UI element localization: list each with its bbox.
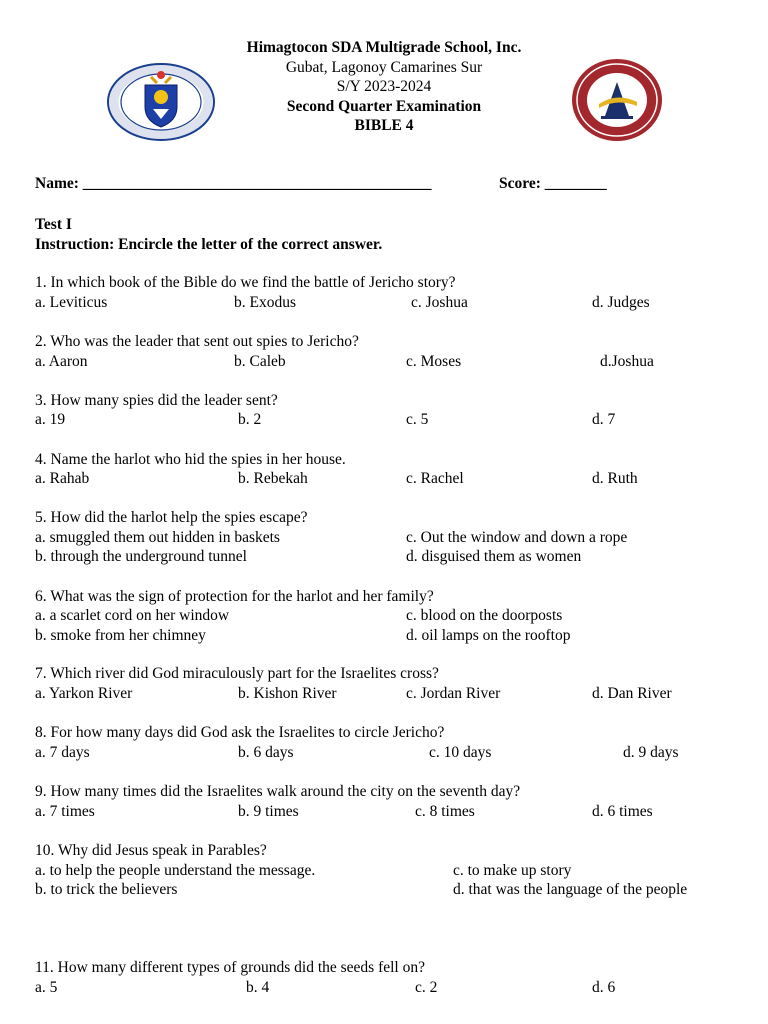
- option-10a[interactable]: a. to help the people understand the message.: [35, 862, 316, 879]
- option-3d[interactable]: d. 7: [592, 411, 616, 428]
- option-1d[interactable]: d. Judges: [592, 294, 650, 311]
- subject-title: BIBLE 4: [354, 117, 414, 134]
- name-field[interactable]: Name: _____________________________________________: [35, 175, 432, 192]
- option-6a[interactable]: a. a scarlet cord on her window: [35, 607, 230, 624]
- option-8c[interactable]: c. 10 days: [429, 744, 492, 761]
- option-4c[interactable]: c. Rachel: [406, 470, 464, 487]
- exam-header: [0, 38, 768, 136]
- option-8d[interactable]: d. 9 days: [623, 744, 679, 761]
- option-10c[interactable]: c. to make up story: [453, 862, 572, 879]
- question-5: 5. How did the harlot help the spies escape?: [35, 509, 308, 526]
- option-9d[interactable]: d. 6 times: [592, 803, 653, 820]
- question-8: 8. For how many days did God ask the Israelites to circle Jericho?: [35, 724, 445, 741]
- option-5c[interactable]: c. Out the window and down a rope: [406, 529, 628, 546]
- option-4a[interactable]: a. Rahab: [35, 470, 90, 487]
- option-9a[interactable]: a. 7 times: [35, 803, 95, 820]
- option-2c[interactable]: c. Moses: [406, 353, 462, 370]
- option-6d[interactable]: d. oil lamps on the rooftop: [406, 627, 571, 644]
- option-11a[interactable]: a. 5: [35, 979, 58, 996]
- exam-title: Second Quarter Examination: [286, 97, 482, 115]
- option-11b[interactable]: b. 4: [246, 979, 270, 996]
- option-2a[interactable]: a. Aaron: [35, 353, 88, 370]
- option-8b[interactable]: b. 6 days: [238, 744, 294, 761]
- option-3c[interactable]: c. 5: [406, 411, 429, 428]
- instruction: Instruction: Encircle the letter of the correct answer.: [35, 236, 383, 253]
- option-9c[interactable]: c. 8 times: [415, 803, 475, 820]
- score-field[interactable]: Score: ________: [499, 175, 607, 192]
- school-year: S/Y 2023-2024: [336, 78, 432, 95]
- question-9: 9. How many times did the Israelites walk around the city on the seventh day?: [35, 783, 521, 800]
- question-11: 11. How many different types of grounds did the seeds fell on?: [35, 959, 425, 976]
- option-5b[interactable]: b. through the underground tunnel: [35, 548, 247, 565]
- option-6c[interactable]: c. blood on the doorposts: [406, 607, 563, 624]
- option-10b[interactable]: b. to trick the believers: [35, 881, 178, 898]
- school-name: Himagtocon SDA Multigrade School, Inc.: [246, 39, 522, 56]
- question-3: 3. How many spies did the leader sent?: [35, 392, 278, 409]
- option-7b[interactable]: b. Kishon River: [238, 685, 337, 702]
- option-11d[interactable]: d. 6: [592, 979, 616, 996]
- question-7: 7. Which river did God miraculously part for the Israelites cross?: [35, 665, 439, 682]
- question-10: 10. Why did Jesus speak in Parables?: [35, 842, 267, 859]
- option-3b[interactable]: b. 2: [238, 411, 262, 428]
- option-7a[interactable]: a. Yarkon River: [35, 685, 133, 702]
- option-8a[interactable]: a. 7 days: [35, 744, 90, 761]
- option-1c[interactable]: c. Joshua: [411, 294, 468, 311]
- option-7c[interactable]: c. Jordan River: [406, 685, 501, 702]
- option-10d[interactable]: d. that was the language of the people: [453, 881, 688, 898]
- question-6: 6. What was the sign of protection for the harlot and her family?: [35, 588, 434, 605]
- option-4b[interactable]: b. Rebekah: [238, 470, 308, 487]
- option-3a[interactable]: a. 19: [35, 411, 66, 428]
- question-1: 1. In which book of the Bible do we find the battle of Jericho story?: [35, 274, 456, 291]
- option-5a[interactable]: a. smuggled them out hidden in baskets: [35, 529, 280, 546]
- question-2: 2. Who was the leader that sent out spies to Jericho?: [35, 333, 359, 350]
- question-4: 4. Name the harlot who hid the spies in her house.: [35, 451, 346, 468]
- school-address: Gubat, Lagonoy Camarines Sur: [285, 58, 483, 76]
- option-7d[interactable]: d. Dan River: [592, 685, 672, 702]
- option-11c[interactable]: c. 2: [415, 979, 438, 996]
- option-4d[interactable]: d. Ruth: [592, 470, 638, 487]
- option-1a[interactable]: a. Leviticus: [35, 294, 108, 311]
- option-5d[interactable]: d. disguised them as women: [406, 548, 582, 565]
- option-6b[interactable]: b. smoke from her chimney: [35, 627, 206, 644]
- option-2b[interactable]: b. Caleb: [234, 353, 286, 370]
- option-2d[interactable]: d.Joshua: [600, 353, 654, 370]
- option-9b[interactable]: b. 9 times: [238, 803, 299, 820]
- option-1b[interactable]: b. Exodus: [234, 294, 296, 311]
- test-title: Test I: [35, 216, 72, 233]
